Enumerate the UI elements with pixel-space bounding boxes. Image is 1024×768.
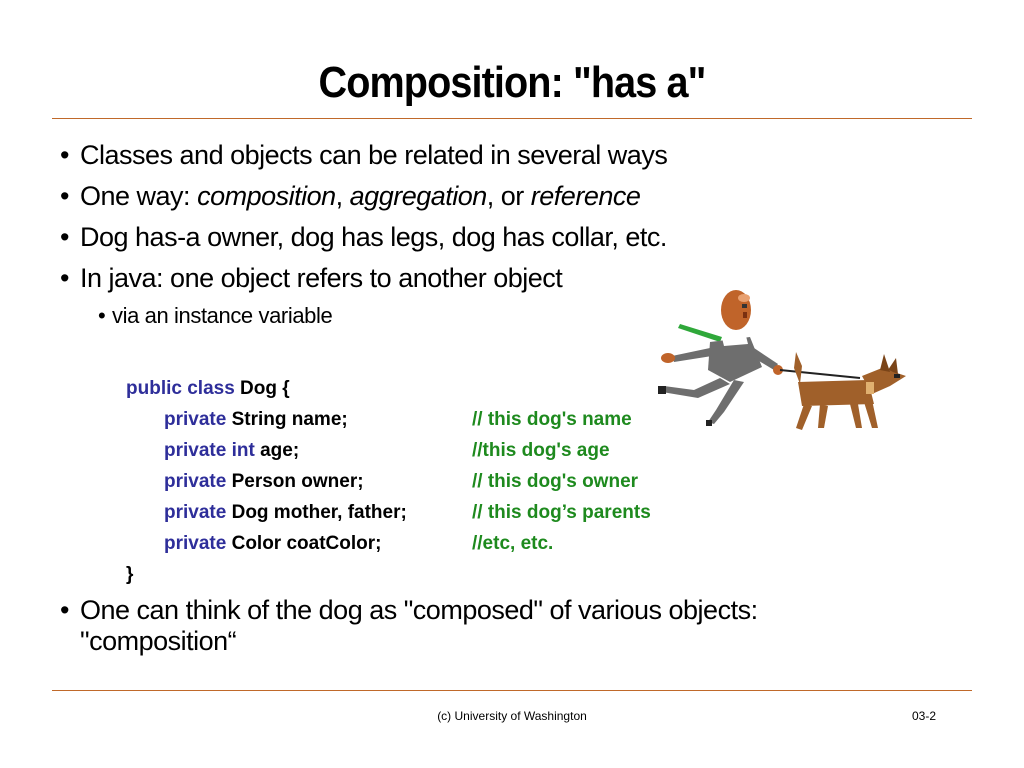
code-line-2 — [164, 440, 704, 466]
code-line-4 — [164, 502, 704, 528]
bullet-3 — [60, 222, 667, 253]
code-keyword: private — [164, 533, 227, 554]
code-keyword: public class — [126, 378, 235, 399]
sub-bullet-1 — [98, 303, 332, 329]
bullet-1-text: Classes and objects can be related in several ways — [80, 140, 668, 170]
bullet-5-continuation: "composition“ — [80, 626, 237, 656]
code-keyword: private — [164, 502, 227, 523]
bullet-4 — [60, 263, 562, 294]
title-divider — [52, 118, 972, 119]
bullet-dot: • — [60, 222, 69, 252]
code-keyword: private — [164, 409, 227, 430]
term-aggregation: aggregation — [349, 181, 487, 211]
bullet-3-text: Dog has-a owner, dog has legs, dog has collar, etc. — [80, 222, 667, 252]
bullet-2 — [60, 181, 640, 212]
bullet-1 — [60, 140, 667, 171]
bullet-4-text: In java: one object refers to another object — [80, 263, 563, 293]
code-line-3 — [164, 471, 704, 497]
term-reference: reference — [530, 181, 641, 211]
footer-divider — [52, 690, 972, 691]
code-comment: // this dog's name — [472, 409, 632, 430]
code-comment: //this dog's age — [472, 440, 610, 461]
bullet-dot: • — [60, 140, 69, 170]
slide-title: Composition: "has a" — [318, 58, 706, 107]
code-class-name: Dog { — [234, 378, 290, 399]
code-comment: //etc, etc. — [472, 533, 554, 554]
code-line-1 — [164, 409, 704, 435]
code-body: Color coatColor; — [226, 533, 382, 554]
slide-number: 03-2 — [912, 709, 937, 723]
code-close-brace: } — [126, 564, 134, 585]
code-keyword: private int — [164, 440, 255, 461]
code-comment: // this dog's owner — [472, 471, 639, 492]
code-class-header — [126, 378, 290, 400]
sub-bullet-dot: • — [98, 303, 106, 328]
bullet-2-sep-1: , — [335, 181, 350, 211]
code-body: Dog mother, father; — [226, 502, 407, 523]
code-keyword: private — [164, 471, 227, 492]
man-figure — [658, 290, 783, 426]
code-body: String name; — [226, 409, 348, 430]
term-composition: composition — [197, 181, 336, 211]
bullet-dot: • — [60, 181, 69, 211]
bullet-5-text: One can think of the dog as "composed" of various objects: — [80, 595, 758, 625]
sub-bullet-1-text: via an instance variable — [112, 303, 333, 328]
leash — [780, 370, 860, 378]
bullet-2-sep-2: , or — [486, 181, 531, 211]
bullet-2-prefix: One way: — [80, 181, 198, 211]
bullet-5 — [60, 595, 758, 626]
code-comment: // this dog’s parents — [472, 502, 651, 523]
footer-copyright: (c) University of Washington — [437, 709, 587, 723]
bullet-dot: • — [60, 263, 69, 293]
code-line-5 — [164, 533, 704, 559]
man-walking-dog-illustration — [650, 282, 920, 432]
code-body: age; — [254, 440, 300, 461]
bullet-dot: • — [60, 595, 69, 625]
dog-figure — [794, 352, 906, 430]
code-body: Person owner; — [226, 471, 364, 492]
